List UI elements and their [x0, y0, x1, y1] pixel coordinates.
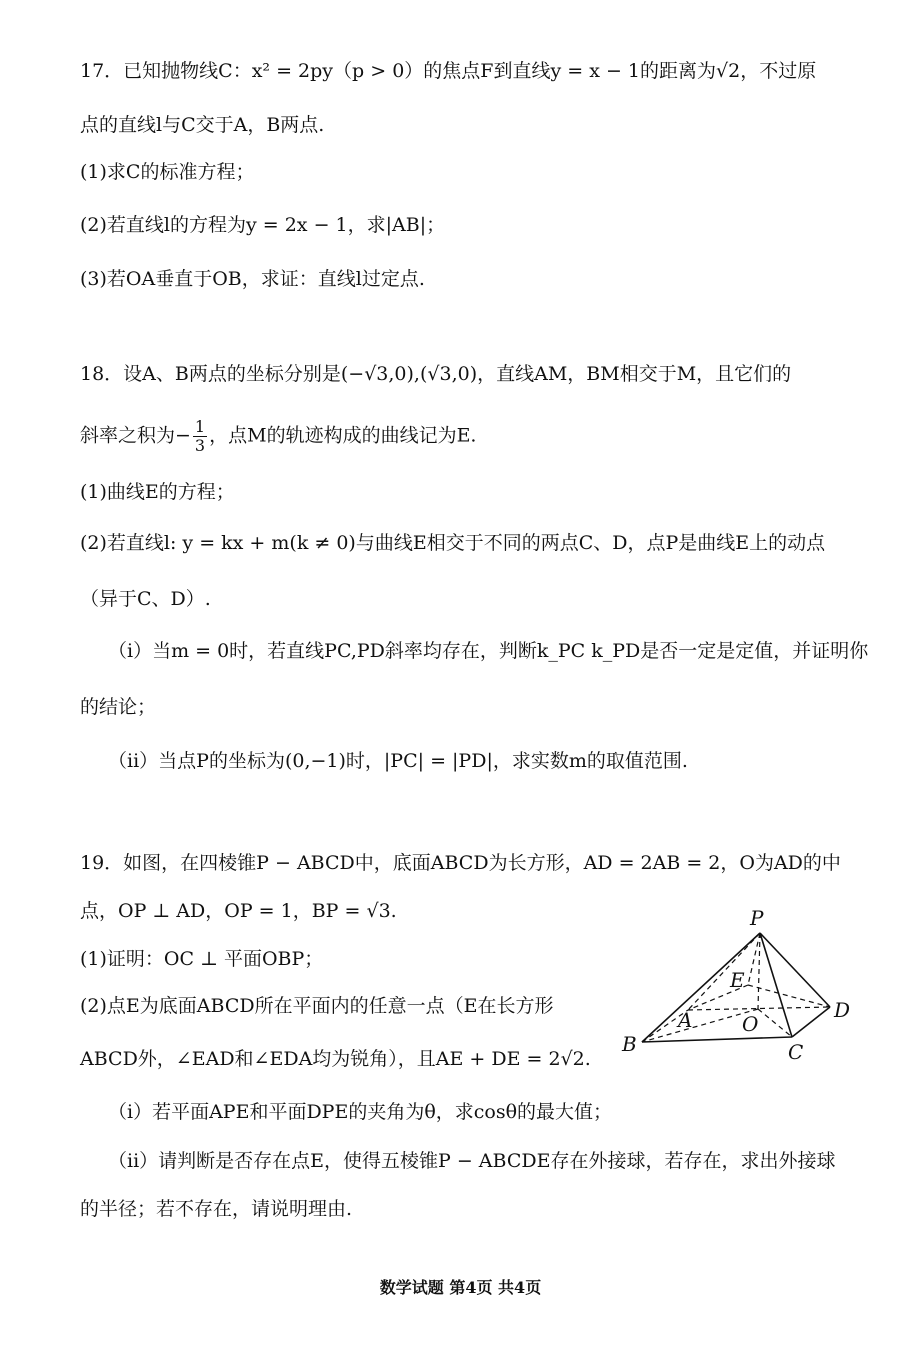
p18-q2-line2: （异于C、D）.: [80, 588, 211, 610]
edge-PD: [760, 933, 830, 1007]
p17-q3: (3)若OA垂直于OB，求证：直线l过定点.: [80, 268, 425, 290]
p19-q1: (1)证明：OC ⊥ 平面OBP；: [80, 948, 324, 970]
edge-PO: [758, 933, 760, 1009]
p18-sub-ii: （ii）当点P的坐标为(0,−1)时，|PC| = |PD|，求实数m的取值范围.: [108, 750, 688, 772]
label-E: E: [730, 968, 745, 992]
edge-PA: [688, 933, 760, 1010]
p18-line2-pre: 斜率之积为−: [80, 424, 191, 447]
edge-ED: [748, 985, 830, 1007]
page-footer: 数学试题 第4页 共4页: [379, 1278, 542, 1297]
p17-q2: (2)若直线l的方程为y = 2x − 1，求|AB|；: [80, 214, 446, 236]
p19-line1: 19．如图，在四棱锥P − ABCD中，底面ABCD为长方形，AD = 2AB = 2，O为AD的中: [80, 852, 841, 874]
p19-line2: 点，OP ⊥ AD，OP = 1，BP = √3.: [80, 900, 397, 922]
label-C: C: [788, 1040, 804, 1064]
pyramid-figure: [600, 905, 870, 1065]
edge-CD: [792, 1007, 830, 1037]
p17-q1: (1)求C的标准方程；: [80, 161, 255, 183]
label-D: D: [834, 998, 851, 1022]
p18-line2: [80, 418, 476, 455]
p17-line2: 点的直线l与C交于A，B两点.: [80, 114, 325, 136]
label-A: A: [678, 1008, 693, 1032]
p18-q1: (1)曲线E的方程；: [80, 481, 235, 503]
p19-sub-i: （i）若平面APE和平面DPE的夹角为θ，求cosθ的最大值；: [108, 1101, 613, 1123]
label-B: B: [622, 1032, 637, 1056]
p19-q2-line1: (2)点E为底面ABCD所在平面内的任意一点（E在长方形: [80, 995, 554, 1017]
fraction-denominator: 3: [194, 436, 206, 455]
p18-line1: 18．设A、B两点的坐标分别是(−√3,0),(√3,0)，直线AM，BM相交于M，且它们的: [80, 363, 792, 385]
p19-sub-ii-line1: （ii）请判断是否存在点E，使得五棱锥P − ABCDE存在外接球，若存在，求出外接球: [108, 1150, 836, 1172]
label-P: P: [750, 906, 764, 930]
p18-sub-i-line1: （i）当m = 0时，若直线PC,PD斜率均存在，判断k_PC k_PD是否一定是定值，并证明你: [108, 640, 869, 662]
p18-sub-i-line2: 的结论；: [80, 696, 157, 718]
p17-line1: 17．已知抛物线C：x² = 2py（p > 0）的焦点F到直线y = x − 1的距离为√2，不过原: [80, 60, 817, 82]
p19-sub-ii-line2: 的半径；若不存在，请说明理由.: [80, 1198, 353, 1220]
p18-line2-post: ，点M的轨迹构成的曲线记为E.: [209, 424, 477, 447]
p19-q2-line2: ABCD外，∠EAD和∠EDA均为锐角），且AE + DE = 2√2.: [80, 1048, 591, 1070]
fraction-numerator: 1: [194, 417, 206, 436]
edge-BC: [642, 1037, 792, 1042]
p18-q2-line1: (2)若直线l: y = kx + m(k ≠ 0)与曲线E相交于不同的两点C、D，点P是曲线E上的动点: [80, 532, 826, 554]
edge-PC: [760, 933, 792, 1037]
label-O: O: [742, 1012, 759, 1036]
fraction: [193, 418, 207, 455]
edge-PE: [748, 933, 760, 985]
